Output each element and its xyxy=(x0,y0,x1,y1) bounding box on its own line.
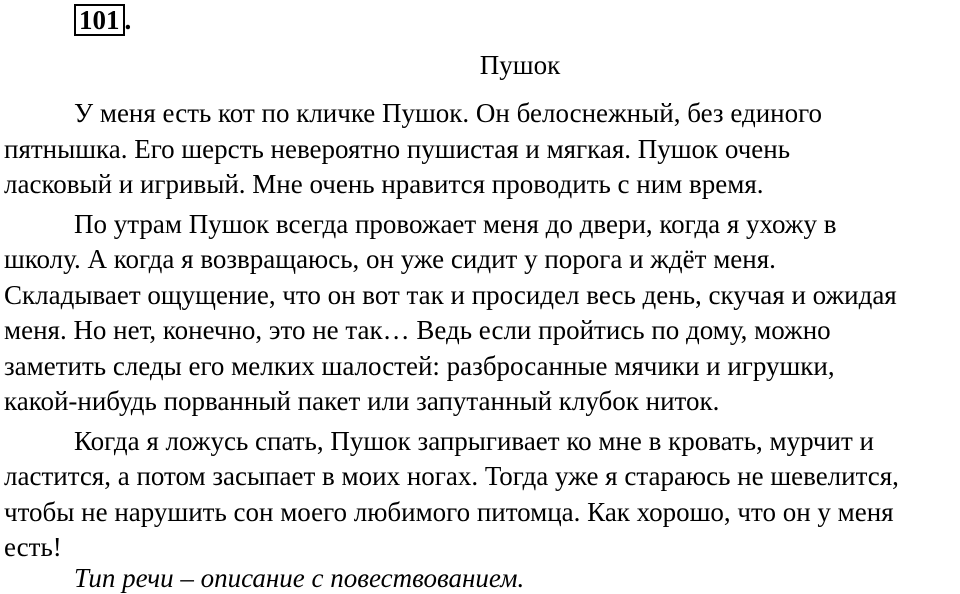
text-title: Пушок xyxy=(479,50,561,80)
exercise-number-box: 101 xyxy=(74,4,125,36)
paragraph-2: По утрам Пушок всегда провожает меня до двери, когда я ухожу в школу. А когда я возвращаюсь, он уже сидит у порога и ждёт меня. Складывает ощущение, что он вот так и просидел весь день, скучая и ожидая меня. Но нет, конечно, это не так… Ведь если пройтись по дому, можно заметить следы его мелких шалостей: разбросанные мячики и игрушки, какой-нибудь порванный пакет или запутанный клубок ниток. xyxy=(4,208,897,416)
exercise-number-suffix: . xyxy=(124,5,132,35)
exercise-number xyxy=(74,4,131,36)
paragraph-3: Когда я ложусь спать, Пушок запрыгивает ко мне в кровать, мурчит и ластится, а потом засыпает в моих ногах. Тогда уже я стараюсь не шевелится, чтобы не нарушить сон моего любимого питомца. Как хорошо, что он у меня есть! xyxy=(4,425,899,562)
text-body xyxy=(4,96,958,566)
paragraph-1: У меня есть кот по кличке Пушок. Он белоснежный, без единого пятнышка. Его шерсть невероятно пушистая и мягкая. Пушок очень ласковый и игривый. Мне очень нравится проводить с ним время. xyxy=(4,98,822,199)
speech-type-conclusion: Тип речи – описание с повествованием. xyxy=(74,563,525,593)
